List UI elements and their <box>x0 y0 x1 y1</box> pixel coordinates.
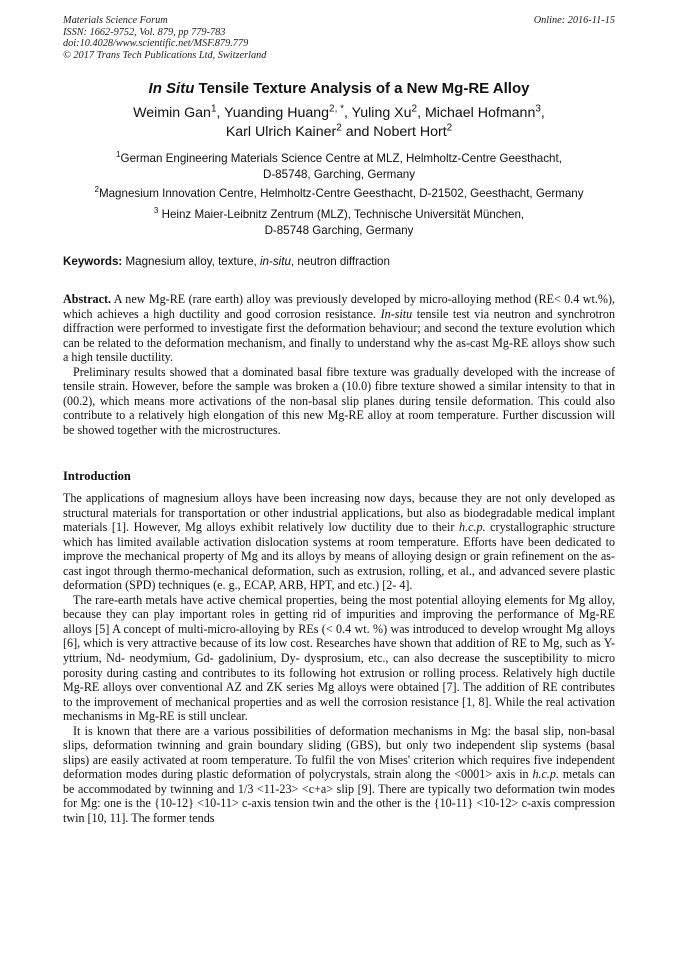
affiliation-sup: 3 <box>153 206 159 216</box>
issn: ISSN: 1662-9752, Vol. 879, pp 779-783 <box>63 26 226 38</box>
title-rest: Tensile Texture Analysis of a New Mg-RE Alloy <box>194 80 530 97</box>
intro-text: metals can be accommodated by twinning and 1/3 <11-23> <c+a> slip [9]. There are typically two deformation twin modes for Mg: one is the {10-12} <10-11> c-axis tension twin and the other is the {10-11} <10-12> c-axis compression twin [10, 11]. The former tends <box>63 767 615 826</box>
journal-name: Materials Science Forum <box>63 15 168 26</box>
keywords-italic: in-situ <box>259 255 291 268</box>
copyright: © 2017 Trans Tech Publications Ltd, Switzerland <box>63 49 267 61</box>
keywords-text-end: , neutron diffraction <box>290 255 390 268</box>
author-6-sup: 2 <box>446 122 453 134</box>
intro-italic: h.c.p. <box>459 520 486 535</box>
abstract-paragraph-1 <box>63 292 615 365</box>
affiliation-line: D-85748 Garching, Germany <box>264 223 414 237</box>
author-5: Karl Ulrich Kainer <box>225 124 337 140</box>
author-separator: , <box>540 105 545 121</box>
affiliation-line: German Engineering Materials Science Centre at MLZ, Helmholtz-Centre Geesthacht, <box>120 152 562 165</box>
affiliation-1 <box>0 151 678 182</box>
journal-header <box>63 15 266 61</box>
abstract-label: Abstract. <box>63 292 112 306</box>
abstract <box>63 292 615 437</box>
abstract-italic: In-situ <box>380 306 413 321</box>
affiliation-sup: 2 <box>94 185 99 195</box>
abstract-text: tensile test via neutron and synchrotron diffraction were performed to investigate first the deformation behaviour; and second the texture evolution which can be related to the deformation mechanism, and finally to understand why the as-cast Mg-RE alloys show such a high tensile ductility. <box>63 306 615 365</box>
affiliation-2 <box>0 186 678 202</box>
paper-title <box>0 80 678 98</box>
keywords-text: Magnesium alloy, texture, <box>122 255 260 268</box>
affiliation-line: D-85748, Garching, Germany <box>262 167 416 181</box>
intro-paragraph-1 <box>63 491 615 593</box>
affiliation-sup: 1 <box>116 150 121 160</box>
intro-paragraph-2: The rare-earth metals have active chemical properties, being the most potential alloying elements for Mg alloy, because they can play important roles in getting rid of impurities and improving the performance of Mg-RE alloys [5] A concept of multi-micro-alloying by REs (< 0.4 wt. %) was introduced to develop wrought Mg alloys [6], which is very attractive because of its low cost. Researches have shown that addition of RE to Mg, such as Y- yttrium, Nd- neodymium, Gd- gadolinium, Dy- dysprosium, etc., can also decrease the susceptibility to micro porosity during casting and contributes to its following hot extrusion or rolling process. Relatively high ductile Mg-RE alloys over conventional AZ and ZK series Mg alloys were obtained [7]. The addition of RE contributes to the improvement of mechanical properties and as well the corrosion resistance [1, 8]. While the real activation mechanisms in Mg-RE is still unclear. <box>63 592 615 724</box>
keywords <box>63 254 615 269</box>
author-3-sup: 2 <box>411 103 418 115</box>
intro-paragraph-3 <box>63 724 615 826</box>
online-date: Online: 2016-11-15 <box>533 15 615 26</box>
author-1: Weimin Gan <box>133 105 211 121</box>
introduction-body <box>63 491 615 826</box>
author-5-sup: 2 <box>336 122 342 134</box>
intro-text: The applications of magnesium alloys have been increasing now days, because they are not only developed as structural materials for transportation or other industrial applications, but also as biodegradable medical implant materials [1]. However, Mg alloys exhibit relatively low ductility due to their <box>63 491 615 535</box>
abstract-paragraph-2: Preliminary results showed that a dominated basal fibre texture was gradually developed with the increase of tensile strain. However, before the sample was broken a (10.0) fibre texture showed a similar intensity to that in (00.2), which means more activations of the non-basal slip planes during tensile deformation. This could also contribute to a relatively high elongation of this new Mg-RE alloy at room temperature. Further discussion will be showed together with the microstructures. <box>63 364 615 437</box>
intro-text: It is known that there are a various possibilities of deformation mechanisms in Mg: the basal slip, non-basal slips, deformation twinning and grain boundary sliding (GBS), but only two independent slip systems (basal slips) are easily activated at room temperature. To fulfil the von Mises' criterion which requires five independent deformation modes during plastic deformation of polycrystals, strain along the <0001> axis in <box>63 723 615 782</box>
author-1-sup: 1 <box>210 103 217 115</box>
affiliation-line: Magnesium Innovation Centre, Helmholtz-Centre Geesthacht, D-21502, Geesthacht, Germany <box>98 187 584 200</box>
author-list <box>0 104 678 142</box>
author-4: , Michael Hofmann <box>417 105 536 121</box>
abstract-text: A new Mg-RE (rare earth) alloy was previously developed by micro-alloying method (RE< 0.4 wt.%), which achieves a high ductility and good corrosion resistance. <box>63 292 615 321</box>
intro-text: crystallographic structure which has limited available activation dislocation systems at room temperature. Efforts have been dedicated to improve the mechanical property of Mg and its alloys by means of alloying design or grain refinement on the as-cast ingot through thermo-mechanical deformation, such as extrusion, rolling, et al., and advanced severe plastic deformation (SPD) techniques (e. g., ECAP, ARB, HPT, and etc.) [2- 4]. <box>63 520 616 593</box>
author-3: , Yuling Xu <box>343 105 412 121</box>
keywords-label: Keywords: <box>63 255 123 268</box>
intro-italic: h.c.p. <box>532 767 559 782</box>
author-2-sup: 2, * <box>329 103 344 115</box>
affiliation-line: Heinz Maier-Leibnitz Zentrum (MLZ), Technische Universität München, <box>158 208 525 221</box>
author-2: , Yuanding Huang <box>216 105 330 121</box>
author-6: and Nobert Hort <box>341 124 447 140</box>
author-4-sup: 3 <box>535 103 541 115</box>
title-italic: In Situ <box>148 80 195 97</box>
section-heading-introduction: Introduction <box>63 469 131 483</box>
doi: doi:10.4028/www.scientific.net/MSF.879.779 <box>63 38 249 50</box>
affiliation-3 <box>0 207 678 238</box>
